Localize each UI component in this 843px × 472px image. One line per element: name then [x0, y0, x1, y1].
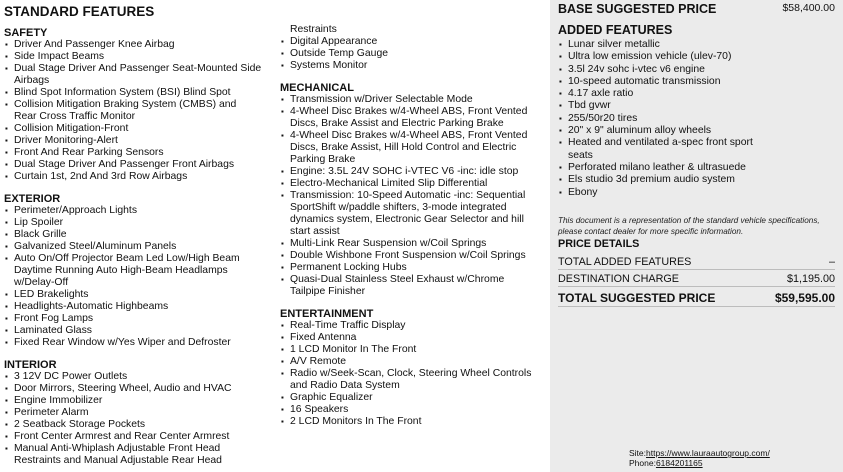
section-gap	[4, 349, 276, 359]
added-feature-item: ▪ 20" x 9" aluminum alloy wheels	[558, 125, 838, 137]
feature-list	[4, 39, 276, 183]
section-title: INTERIOR	[4, 359, 57, 371]
feature-item: ▪ Driver And Passenger Knee Airbag	[4, 39, 276, 51]
dealer-footer	[629, 448, 770, 468]
added-feature-item: seats	[568, 149, 593, 161]
added-features-list	[558, 39, 838, 199]
feature-item: ▪ 3 12V DC Power Outlets	[4, 371, 276, 383]
features-column-middle	[280, 24, 548, 428]
feature-item: ▪ Multi-Link Rear Suspension w/Coil Springs	[280, 238, 548, 250]
price-panel	[550, 0, 843, 472]
feature-item: ▪ Headlights-Automatic Highbeams	[4, 301, 276, 313]
added-feature-item: ▪ Heated and ventilated a-spec front sport	[558, 137, 838, 149]
footer-phone-label: Phone:	[629, 458, 656, 468]
destination-row	[558, 273, 835, 285]
total-price-row	[558, 291, 835, 305]
destination-label: DESTINATION CHARGE	[558, 273, 679, 285]
added-feature-item: ▪ 4.17 axle ratio	[558, 88, 838, 100]
feature-item: ▪ Dual Stage Driver And Passenger Front Airbags	[4, 159, 276, 171]
feature-item: ▪ Curtain 1st, 2nd And 3rd Row Airbags	[4, 171, 276, 183]
standard-features-title: STANDARD FEATURES	[4, 4, 155, 19]
feature-item: ▪ 4-Wheel Disc Brakes w/4-Wheel ABS, Front Vented	[280, 106, 548, 118]
feature-item: ▪ Quasi-Dual Stainless Steel Exhaust w/Chrome	[280, 274, 548, 286]
feature-item: ▪ 2 Seatback Storage Pockets	[4, 419, 276, 431]
feature-list	[4, 371, 276, 467]
feature-item: ▪ 2 LCD Monitors In The Front	[280, 416, 548, 428]
section-title: SAFETY	[4, 27, 48, 39]
added-feature-item: ▪ Lunar silver metallic	[558, 39, 838, 51]
feature-item: start assist	[290, 226, 340, 237]
footer-site-label: Site:	[629, 448, 647, 458]
feature-item: ▪ Collision Mitigation Braking System (CMBS) and	[4, 99, 276, 111]
feature-list	[280, 94, 548, 298]
feature-item: ▪ Black Grille	[4, 229, 276, 241]
total-price-value: $59,595.00	[774, 291, 835, 305]
feature-item: Airbags	[14, 75, 50, 86]
total-price-label: TOTAL SUGGESTED PRICE	[558, 291, 716, 305]
feature-item: ▪ Fixed Antenna	[280, 332, 548, 344]
feature-item: Daytime Running Auto High-Beam Headlamps	[14, 265, 228, 276]
section-title: MECHANICAL	[280, 82, 354, 94]
feature-item: ▪ Perimeter/Approach Lights	[4, 205, 276, 217]
feature-item: ▪ LED Brakelights	[4, 289, 276, 301]
features-column-left	[4, 0, 276, 467]
feature-list	[280, 24, 548, 72]
feature-item: dynamics system, Electronic Gear Selector and hill	[290, 214, 524, 225]
total-added-row	[558, 256, 835, 268]
added-features-title: ADDED FEATURES	[558, 23, 673, 37]
feature-item: ▪ 16 Speakers	[280, 404, 548, 416]
feature-item: ▪ Systems Monitor	[280, 60, 548, 72]
feature-item: ▪ Front Fog Lamps	[4, 313, 276, 325]
feature-item: Discs, Brake Assist and Electric Parking Brake	[290, 118, 504, 129]
feature-item: w/Delay-Off	[14, 277, 69, 288]
section-title: EXTERIOR	[4, 193, 61, 205]
feature-item: ▪ Lip Spoiler	[4, 217, 276, 229]
feature-item: ▪ Graphic Equalizer	[280, 392, 548, 404]
feature-item: Restraints and Manual Adjustable Rear Head	[14, 455, 222, 466]
feature-item: ▪ Door Mirrors, Steering Wheel, Audio and HVAC	[4, 383, 276, 395]
feature-item: ▪ Auto On/Off Projector Beam Led Low/High Beam	[4, 253, 276, 265]
col1-sections	[4, 27, 276, 467]
added-feature-item: ▪ 3.5l 24v sohc i-vtec v6 engine	[558, 64, 838, 76]
feature-item: ▪ Electro-Mechanical Limited Slip Differential	[280, 178, 548, 190]
feature-item: ▪ Front And Rear Parking Sensors	[4, 147, 276, 159]
feature-item: ▪ Manual Anti-Whiplash Adjustable Front Head	[4, 443, 276, 455]
total-added-label: TOTAL ADDED FEATURES	[558, 256, 692, 268]
feature-item: Discs, Brake Assist, Hill Hold Control and Electric	[290, 142, 517, 153]
feature-item: ▪ Front Center Armrest and Rear Center Armrest	[4, 431, 276, 443]
col2-sections	[280, 24, 548, 428]
feature-item: ▪ Engine Immobilizer	[4, 395, 276, 407]
feature-item: ▪ Galvanized Steel/Aluminum Panels	[4, 241, 276, 253]
feature-item: ▪ Transmission: 10-Speed Automatic -inc: Sequential	[280, 190, 548, 202]
feature-item: ▪ Collision Mitigation-Front	[4, 123, 276, 135]
section-gap	[280, 72, 548, 82]
divider	[558, 269, 835, 270]
section-title: ENTERTAINMENT	[280, 308, 374, 320]
feature-list	[280, 320, 548, 428]
feature-item: ▪ Side Impact Beams	[4, 51, 276, 63]
feature-item: ▪ Blind Spot Information System (BSI) Blind Spot	[4, 87, 276, 99]
feature-item: Rear Cross Traffic Monitor	[14, 111, 136, 122]
total-added-value: –	[828, 256, 835, 268]
base-price-label: BASE SUGGESTED PRICE	[558, 2, 717, 16]
feature-item: ▪ Permanent Locking Hubs	[280, 262, 548, 274]
feature-item: and Radio Data System	[290, 380, 400, 391]
added-feature-item: ▪ Ultra low emission vehicle (ulev-70)	[558, 51, 838, 63]
feature-item: ▪ Transmission w/Driver Selectable Mode	[280, 94, 548, 106]
feature-item: Restraints	[290, 24, 337, 35]
divider	[558, 306, 835, 307]
feature-item: ▪ Engine: 3.5L 24V SOHC i-VTEC V6 -inc: idle stop	[280, 166, 548, 178]
footer-phone-line	[629, 458, 770, 468]
added-feature-item: ▪ 10-speed automatic transmission	[558, 76, 838, 88]
base-price-value: $58,400.00	[782, 2, 835, 14]
added-feature-item: ▪ 255/50r20 tires	[558, 113, 838, 125]
feature-item: ▪ Perimeter Alarm	[4, 407, 276, 419]
added-feature-item: ▪ Perforated milano leather & ultrasuede	[558, 162, 838, 174]
added-feature-item: ▪ Ebony	[558, 187, 838, 199]
feature-item: Tailpipe Finisher	[290, 286, 366, 297]
feature-item: ▪ Outside Temp Gauge	[280, 48, 548, 60]
added-feature-item: ▪ Els studio 3d premium audio system	[558, 174, 838, 186]
feature-item: ▪ Real-Time Traffic Display	[280, 320, 548, 332]
feature-item: ▪ 1 LCD Monitor In The Front	[280, 344, 548, 356]
destination-value: $1,195.00	[786, 273, 835, 285]
section-gap	[4, 183, 276, 193]
feature-item: ▪ Double Wishbone Front Suspension w/Coil Springs	[280, 250, 548, 262]
added-feature-item: ▪ Tbd gvwr	[558, 100, 838, 112]
footer-phone-link[interactable]: 6184201165	[655, 458, 703, 468]
feature-list	[4, 205, 276, 349]
feature-item: Parking Brake	[290, 154, 356, 165]
disclaimer-text: This document is a representation of the standard vehicle specifications, please contact dealer for more specific information.	[558, 216, 820, 236]
feature-item: ▪ 4-Wheel Disc Brakes w/4-Wheel ABS, Front Vented	[280, 130, 548, 142]
feature-item: ▪ Driver Monitoring-Alert	[4, 135, 276, 147]
feature-item: ▪ Radio w/Seek-Scan, Clock, Steering Wheel Controls	[280, 368, 548, 380]
footer-site-link[interactable]: https://www.lauraautogroup.com/	[646, 448, 770, 458]
price-details-title: PRICE DETAILS	[558, 238, 640, 250]
feature-item: ▪ Laminated Glass	[4, 325, 276, 337]
footer-site-line	[629, 448, 770, 458]
section-gap	[280, 298, 548, 308]
divider	[558, 286, 835, 287]
feature-item: ▪ Digital Appearance	[280, 36, 548, 48]
feature-item: SportShift w/paddle shifters, 3-mode integrated	[290, 202, 507, 213]
feature-item: ▪ Fixed Rear Window w/Yes Wiper and Defroster	[4, 337, 276, 349]
feature-item: ▪ A/V Remote	[280, 356, 548, 368]
feature-item: ▪ Dual Stage Driver And Passenger Seat-Mounted Side	[4, 63, 276, 75]
